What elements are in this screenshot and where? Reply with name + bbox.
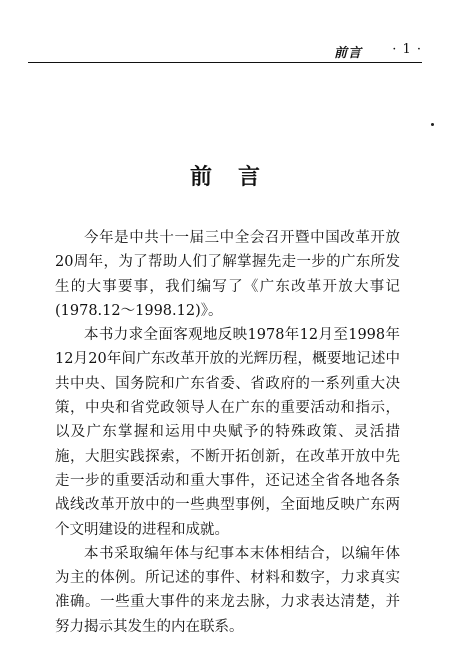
- body-text: [55, 226, 400, 639]
- paragraph-1: 今年是中共十一届三中全会召开暨中国改革开放20周年，为了帮助人们了解掌握先走一步的广东所发生的大事要事，我们编写了《广东改革开放大事记(1978.12～1998.12)》。: [55, 230, 400, 319]
- paragraph-2: 本书力求全面客观地反映1978年12月至1998年12月20年间广东改革开放的光辉历程，概要地记述中共中央、国务院和广东省委、省政府的一系列重大决策，中央和省党政领导人在广东的重要活动和指示，以及广东掌握和运用中央赋予的特殊政策、灵活措施，大胆实践探索，不断开拓创新，在改革开放中先走一步的重要活动和重大事件，还记述全省各地各条战线改革开放中的一些典型事例，全面地反映广东两个文明建设的进程和成就。: [55, 327, 400, 538]
- paragraph-3: 本书采取编年体与纪事本末体相结合，以编年体为主的体例。所记述的事件、材料和数字，力求真实准确。一些重大事件的来龙去脉，力求表达清楚，并努力揭示其发生的内在联系。: [55, 545, 400, 635]
- header-section-title: 前言: [333, 46, 362, 61]
- header-page-number: · 1 ·: [392, 42, 422, 57]
- page-title: 前言: [189, 164, 286, 190]
- header-rule: [28, 62, 422, 63]
- print-speck: [431, 123, 434, 126]
- running-header: [28, 40, 422, 62]
